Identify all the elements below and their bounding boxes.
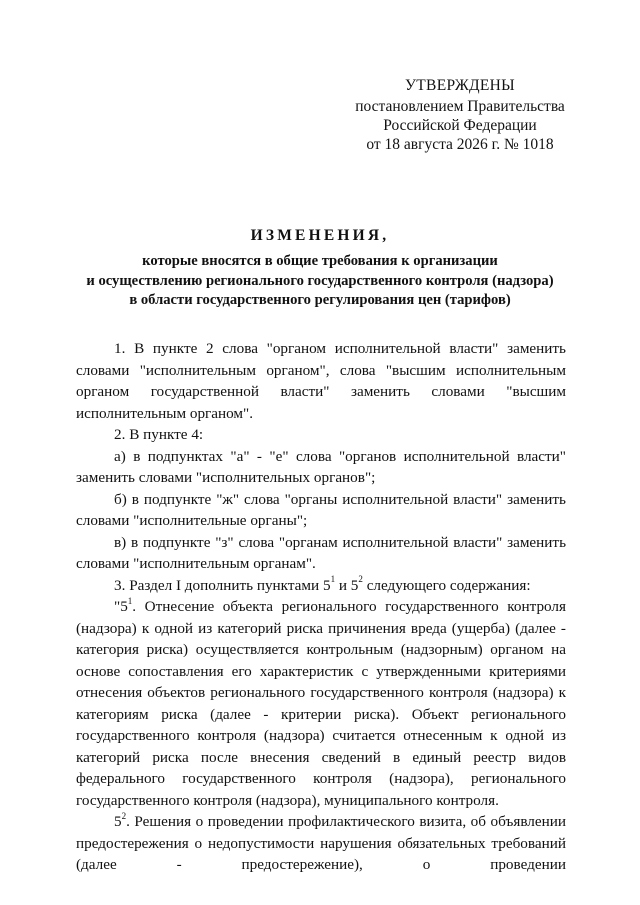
subtitle-line: которые вносятся в общие требования к организации <box>142 253 498 269</box>
approval-heading: УТВЕРЖДЕНЫ <box>405 77 515 94</box>
superscript: 2 <box>358 574 363 585</box>
approval-stamp <box>330 76 590 154</box>
paragraph-4: б) в подпункте "ж" слова "органы исполнительной власти" заменить словами "исполнительные органы"; <box>76 490 566 529</box>
paragraph-6 <box>76 575 566 597</box>
document-body <box>76 338 566 876</box>
text-run: "5 <box>114 598 128 615</box>
approval-line: Российской Федерации <box>383 117 537 134</box>
paragraph-5: в) в подпункте "з" слова "органам исполнительной власти" заменить словами "исполнительным органам". <box>76 533 566 572</box>
document-title: ИЗМЕНЕНИЯ, <box>250 227 390 244</box>
subtitle-line: и осуществлению регионального государственного контроля (надзора) <box>86 272 554 289</box>
text-run: и 5 <box>335 576 359 594</box>
text-run: . Отнесение объекта регионального государственного контроля (надзора) к одной из категорий риска причинения вреда (ущерба) (далее - категория риска) осуществляется контрольным (надзорным) органом на основе сопоставления его характеристик с утвержденными критериями отнесения объектов регионального государственного контроля (надзора) к категориям риска (далее - критерии риска). Объект регионального государственного контроля (надзора) считается отнесенным к одной из категорий риска после внесения сведений в единый реестр видов федерального государственного контроля (надзора), регионального государственного контроля (надзора), муниципального контроля. <box>76 598 566 809</box>
paragraph-1: 1. В пункте 2 слова "органом исполнительной власти" заменить словами "исполнительным органом", слова "высшим исполнительным органом государственной власти" заменить словами "высшим исполнительным органом". <box>76 340 566 422</box>
approval-line: постановлением Правительства <box>355 98 565 115</box>
text-run: 3. Раздел I дополнить пунктами 5 <box>114 576 331 594</box>
paragraph-7 <box>76 596 566 811</box>
text-run: . Решения о проведении профилактического визита, об объявлении предостережения о недопустимости нарушения обязательных требований (далее - предостережение), о проведении <box>76 813 566 873</box>
superscript: 2 <box>121 810 127 821</box>
text-run: 5 <box>114 813 122 830</box>
approval-date-line: от 18 августа 2026 г. № 1018 <box>366 136 554 153</box>
subtitle-line: в области государственного регулирования цен (тарифов) <box>129 292 511 308</box>
text-run: следующего содержания: <box>362 576 531 594</box>
document-subtitle <box>60 252 580 311</box>
superscript: 1 <box>127 595 133 606</box>
paragraph-2: 2. В пункте 4: <box>114 426 204 443</box>
paragraph-8 <box>76 811 566 876</box>
superscript: 1 <box>330 574 336 585</box>
paragraph-3: а) в подпунктах "а" - "е" слова "органов исполнительной власти" заменить словами "исполнительных органов"; <box>76 447 566 486</box>
